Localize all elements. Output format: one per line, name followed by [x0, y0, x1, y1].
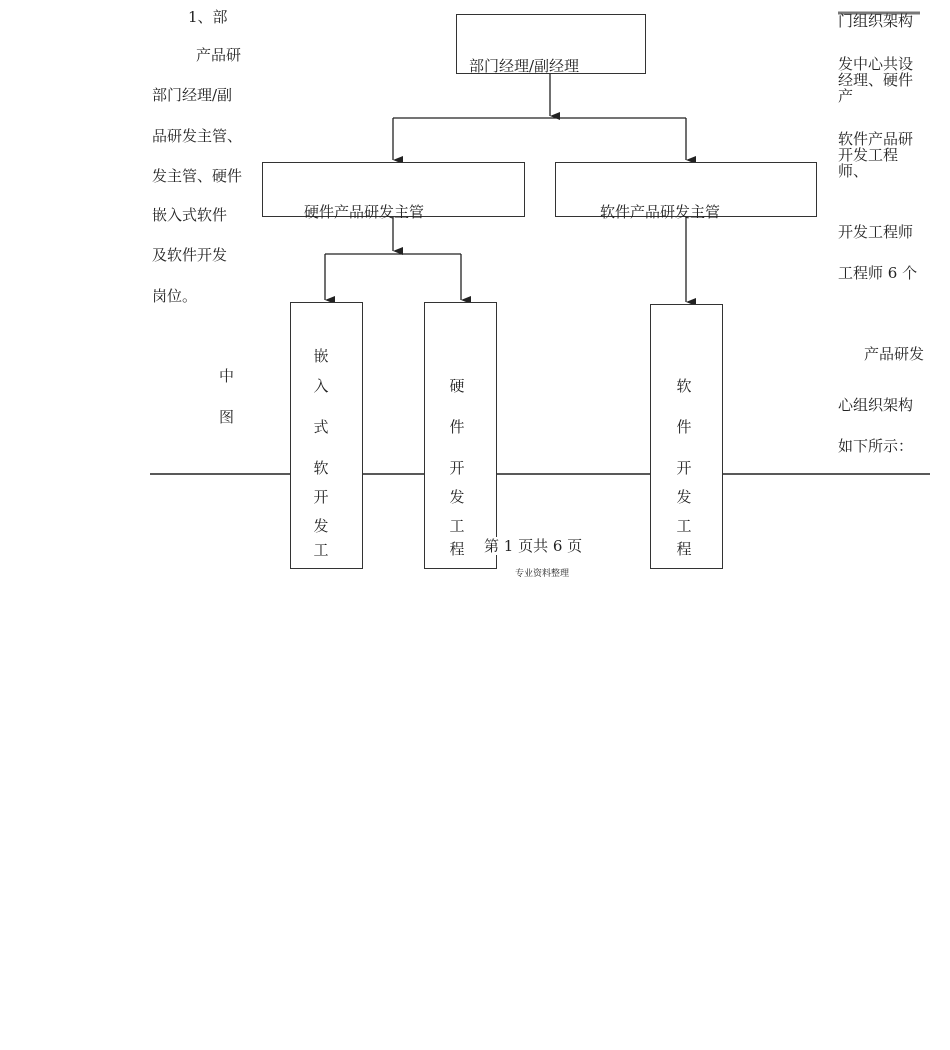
software-char-1: 软 [676, 377, 692, 395]
left-text-line-8: 岗位。 [152, 287, 198, 305]
right-text-line-7: 心组织架构 [838, 396, 914, 414]
hardware-char-5: 工 [449, 517, 465, 535]
left-text-line-1: 1、部 [188, 8, 228, 26]
org-box-manager [456, 14, 646, 74]
embedded-char-5: 开 [313, 488, 329, 506]
footer-note: 专业资料整理 [515, 569, 570, 579]
org-box-software-engineer [650, 304, 723, 569]
right-text-line-5: 工程师 6 个 [838, 264, 918, 282]
software-char-2: 件 [676, 418, 692, 436]
left-middle-char-2: 图 [219, 408, 235, 426]
left-text-line-7: 及软件开发 [152, 246, 228, 264]
org-box-software-lead [555, 162, 817, 221]
right-text-line-3: 软件产品研开发工程师、 [838, 130, 914, 180]
embedded-char-3: 式 [313, 418, 329, 436]
left-text-line-2: 产品研 [196, 46, 242, 64]
embedded-char-1: 嵌 [313, 347, 329, 365]
org-label-software-lead: 软件产品研发主管 [600, 203, 721, 221]
left-text-line-3: 部门经理/副 [152, 86, 233, 104]
right-text-line-6: 产品研发 [864, 345, 925, 363]
software-char-3: 开 [676, 459, 692, 477]
org-label-manager: 部门经理/副经理 [469, 57, 580, 75]
org-box-hardware-lead [262, 162, 525, 221]
embedded-char-2: 入 [313, 377, 329, 395]
left-text-line-4: 品研发主管、 [152, 127, 243, 145]
hardware-char-2: 件 [449, 418, 465, 436]
left-middle-char-1: 中 [219, 367, 235, 385]
org-label-hardware-lead: 硬件产品研发主管 [304, 203, 425, 221]
org-box-hardware-engineer [424, 302, 497, 569]
right-text-line-1: 门组织架构 [838, 12, 914, 30]
hardware-char-1: 硬 [449, 377, 465, 395]
org-box-embedded-engineer [290, 302, 363, 569]
page-number: 第 1 页共 6 页 [484, 537, 583, 555]
software-char-5: 工 [676, 517, 692, 535]
right-text-line-8: 如下所示： [838, 437, 914, 455]
hardware-char-4: 发 [449, 488, 465, 506]
hardware-char-6: 程 [449, 540, 465, 558]
left-text-line-6: 嵌入式软件 [152, 206, 228, 224]
embedded-char-6: 发 [313, 517, 329, 535]
software-char-6: 程 [676, 540, 692, 558]
embedded-char-7: 工 [313, 541, 329, 559]
right-text-line-2: 发中心共设经理、硬件产 [838, 55, 914, 105]
right-text-line-4: 开发工程师 [838, 223, 914, 241]
embedded-char-4: 软 [313, 459, 329, 477]
software-char-4: 发 [676, 488, 692, 506]
hardware-char-3: 开 [449, 459, 465, 477]
left-text-line-5: 发主管、硬件 [152, 167, 243, 185]
